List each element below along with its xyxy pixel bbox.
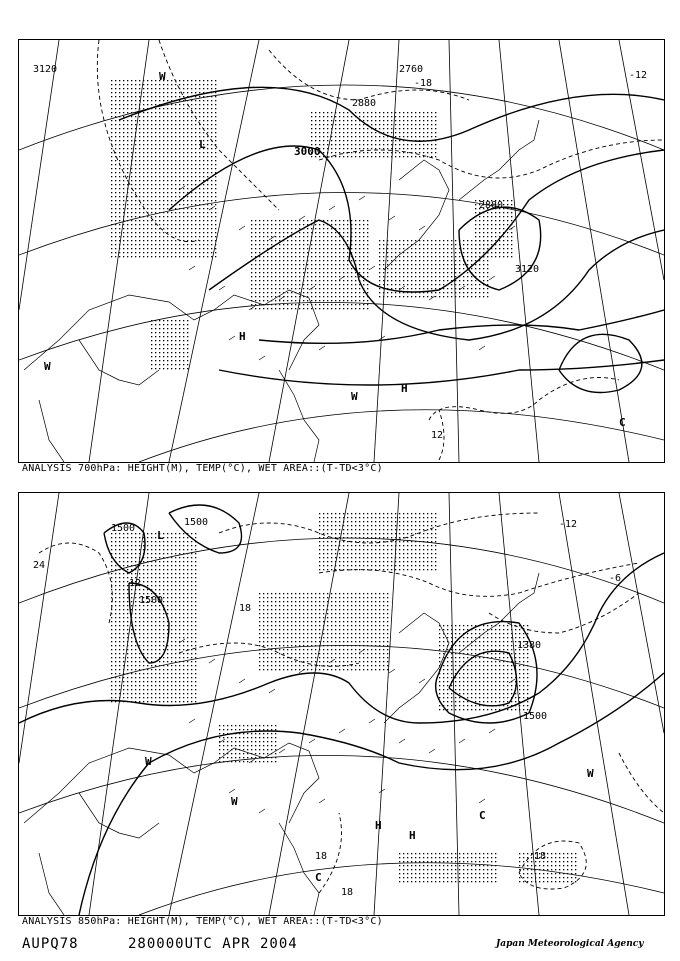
temp-label: -12: [629, 70, 648, 81]
temp-label: 18: [239, 603, 252, 614]
temp-label: 18: [341, 887, 354, 898]
center-marker: H: [409, 829, 416, 842]
temp-label: 12: [431, 430, 444, 441]
center-marker: W: [145, 755, 152, 768]
center-marker: H: [239, 330, 246, 343]
height-label: 1500: [139, 595, 164, 606]
center-marker: W: [587, 767, 594, 780]
temp-label: 12: [129, 578, 142, 589]
agency-name: Japan Meteorological Agency: [496, 939, 644, 949]
center-marker: C: [479, 809, 486, 822]
center-marker: W: [44, 360, 51, 373]
lower-panel-caption: ANALYSIS 850hPa: HEIGHT(M), TEMP(°C), WET AREA::(T-TD<3°C): [22, 916, 383, 927]
height-label: 1380: [517, 640, 542, 651]
map-850hpa-svg: [19, 493, 664, 915]
height-label: 3120: [515, 264, 540, 275]
height-label: 1500: [111, 523, 136, 534]
center-marker: W: [231, 795, 238, 808]
center-marker: H: [375, 819, 382, 832]
height-label: 2880: [479, 200, 504, 211]
temp-label: -12: [559, 519, 578, 530]
center-marker: W: [159, 70, 166, 83]
temp-label: -18: [414, 78, 433, 89]
center-marker: L: [157, 529, 164, 542]
height-label: 3120: [33, 64, 58, 75]
valid-time: 280000UTC APR 2004: [128, 936, 298, 952]
height-label: 1500: [184, 517, 209, 528]
temp-label: -6: [609, 573, 622, 584]
center-marker: C: [619, 416, 626, 429]
map-panel-700hpa: [18, 39, 665, 463]
temp-label: 18: [315, 851, 328, 862]
temp-label: 18: [534, 851, 547, 862]
temp-label: 24: [33, 560, 46, 571]
height-label: 1500: [523, 711, 548, 722]
height-label: 3000: [294, 145, 321, 158]
height-label: 2880: [352, 98, 377, 109]
wet-area-stipple: [109, 513, 579, 883]
center-marker: W: [351, 390, 358, 403]
center-marker: H: [401, 382, 408, 395]
center-marker: L: [199, 138, 206, 151]
upper-panel-caption: ANALYSIS 700hPa: HEIGHT(M), TEMP(°C), WET AREA::(T-TD<3°C): [22, 463, 383, 474]
center-marker: C: [315, 871, 322, 884]
map-panel-850hpa: [18, 492, 665, 916]
height-label: 2760: [399, 64, 424, 75]
map-700hpa-svg: [19, 40, 664, 462]
product-code: AUPQ78: [22, 936, 79, 952]
